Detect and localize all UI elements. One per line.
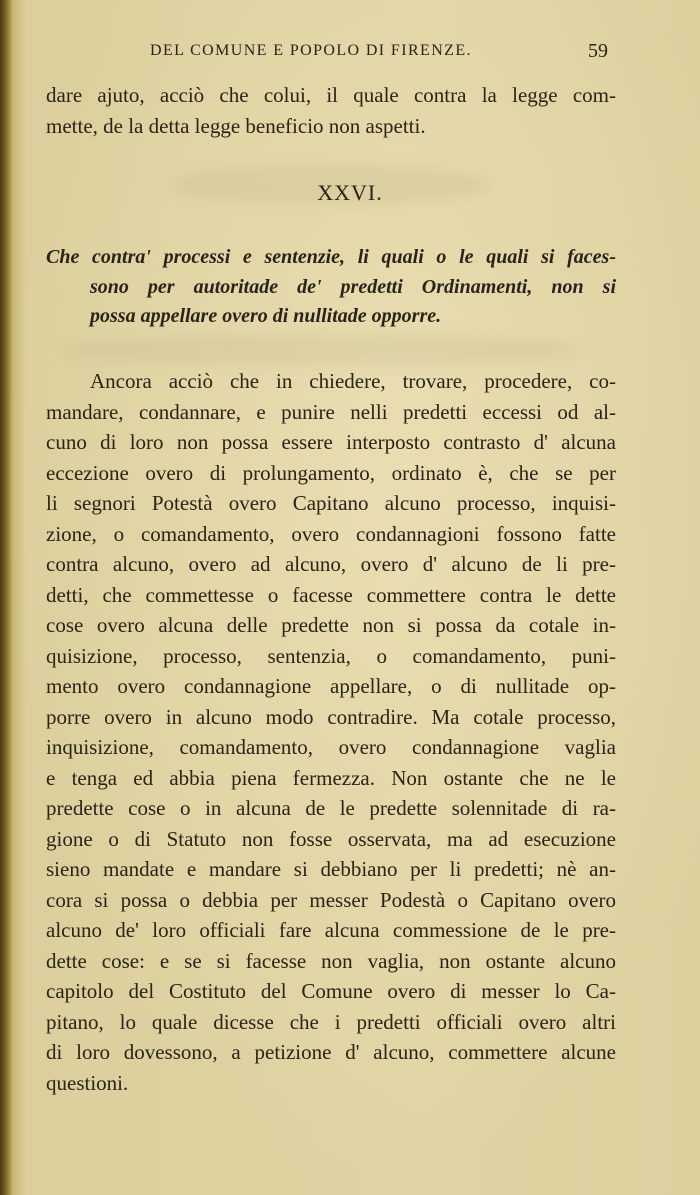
text-line: cose overo alcuna delle predette non si possa da cotale in- [46, 613, 616, 637]
text-line: sieno mandate e mandare si debbiano per li predetti; nè an- [46, 857, 616, 881]
text-line: detti, che commettesse o facesse commettere contra le dette [46, 582, 616, 607]
text-line: questioni. [46, 1070, 129, 1095]
text-line: capitolo del Costituto del Comune overo di messer lo Ca- [46, 979, 616, 1003]
rubric-line: Che contra' processi e sentenzie, li quali o le quali si faces- [46, 246, 616, 268]
text-line: inquisizione, comandamento, overo condannagione vaglia [46, 735, 616, 759]
text-line: contra alcuno, overo ad alcuno, overo d' alcuno de li pre- [46, 552, 616, 576]
text-line: pitano, lo quale dicesse che i predetti officiali overo altri [46, 1009, 616, 1034]
text-line: mento overo condannagione appellare, o di nullitade op- [46, 674, 616, 698]
page-number: 59 [588, 40, 608, 62]
page-stain [60, 335, 580, 365]
text-line: eccezione overo di prolungamento, ordinato è, che se per [46, 460, 616, 485]
text-line: e tenga ed abbia piena fermezza. Non ostante che ne le [46, 765, 616, 790]
section-number: XXVI. [317, 180, 383, 205]
text-line: alcuno de' loro officiali fare alcuna commessione de le pre- [46, 918, 616, 942]
text-line: mette, de la detta legge beneficio non aspetti. [46, 113, 426, 138]
text-line: Ancora acciò che in chiedere, trovare, procedere, co- [90, 369, 616, 393]
text-line: predette cose o in alcuna de le predette solennitade di ra- [46, 796, 616, 820]
text-line: cora si possa o debbia per messer Podestà o Capitano overo [46, 887, 616, 912]
text-line: porre overo in alcuno modo contradire. Ma cotale processo, [46, 704, 616, 729]
text-line: mandare, condannare, e punire nelli predetti eccessi od al- [46, 399, 616, 424]
rubric-line: possa appellare overo di nullitade opporre. [90, 305, 442, 327]
text-line: dette cose: e se si facesse non vaglia, non ostante alcuno [46, 948, 616, 973]
text-line: zione, o comandamento, overo condannagioni fossono fatte [46, 521, 616, 546]
body-paragraph [46, 366, 616, 1098]
text-line: quisizione, processo, sentenzia, o comandamento, puni- [46, 643, 616, 668]
text-line: di loro dovessono, a petizione d' alcuno, commettere alcune [46, 1040, 616, 1064]
intro-paragraph [46, 80, 616, 141]
running-title: DEL COMUNE E POPOLO DI FIRENZE. [150, 42, 472, 59]
section-rubric [46, 243, 616, 332]
text-line: li segnori Potestà overo Capitano alcuno processo, inquisi- [46, 491, 616, 515]
text-line: cuno di loro non possa essere interposto contrasto d' alcuna [46, 430, 616, 454]
rubric-line: sono per autoritade de' predetti Ordinamenti, non si [90, 275, 616, 298]
running-head [0, 40, 700, 66]
text-line: gione o di Statuto non fosse osservata, ma ad esecuzione [46, 826, 616, 851]
text-line: dare ajuto, acciò che colui, il quale contra la legge com- [46, 83, 616, 107]
